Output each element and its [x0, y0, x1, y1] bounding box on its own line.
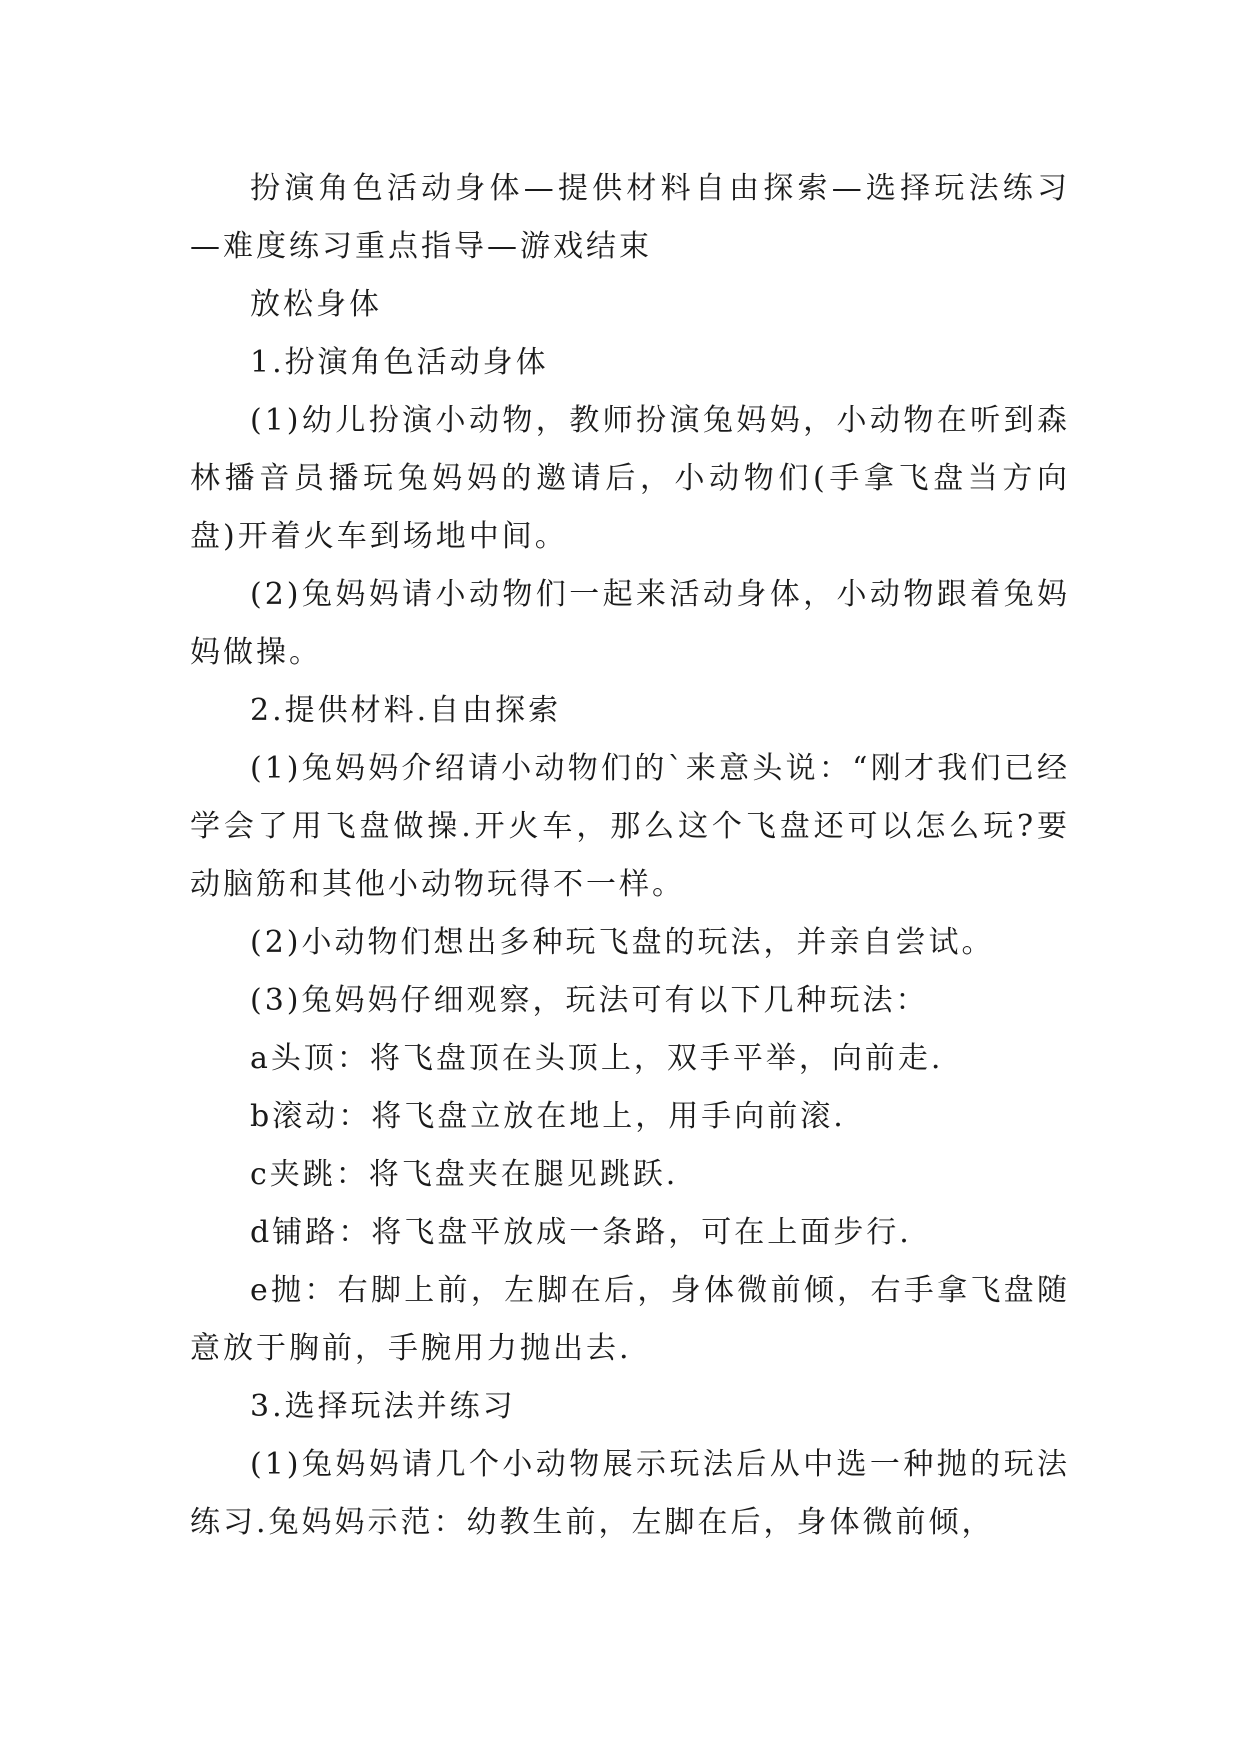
heading-step-1: 1.扮演角色活动身体	[250, 345, 549, 380]
paragraph-step-1-1: (1)幼儿扮演小动物，教师扮演兔妈妈，小动物在听到森林播音员播玩兔妈妈的邀请后，小动物们(手拿飞盘当方向盘)开着火车到场地中间。	[190, 403, 1070, 554]
heading-step-2: 2.提供材料.自由探索	[250, 693, 562, 728]
paragraph-step-3-1: (1)兔妈妈请几个小动物展示玩法后从中选一种抛的玩法练习.兔妈妈示范：幼教生前，左脚在后，身体微前倾，	[190, 1447, 1070, 1540]
paragraph-step-2-1: (1)兔妈妈介绍请小动物们的`来意头说：“刚才我们已经学会了用飞盘做操.开火车，那么这个飞盘还可以怎么玩?要动脑筋和其他小动物玩得不一样。	[190, 751, 1070, 902]
list-item-a: a头顶：将飞盘顶在头顶上，双手平举，向前走.	[250, 1041, 944, 1076]
list-item-c: c夹跳：将飞盘夹在腿见跳跃.	[250, 1157, 679, 1192]
paragraph-relax: 放松身体	[250, 287, 382, 322]
list-item-e: e抛：右脚上前，左脚在后，身体微前倾，右手拿飞盘随意放于胸前，手腕用力抛出去.	[190, 1273, 1070, 1366]
paragraph-step-2-3: (3)兔妈妈仔细观察，玩法可有以下几种玩法：	[250, 983, 929, 1018]
list-item-d: d铺路：将飞盘平放成一条路，可在上面步行.	[250, 1215, 912, 1250]
paragraph-flow-summary: 扮演角色活动身体—提供材料自由探索—选择玩法练习—难度练习重点指导—游戏结束	[190, 171, 1070, 264]
paragraph-step-2-2: (2)小动物们想出多种玩飞盘的玩法，并亲自尝试。	[250, 925, 995, 960]
heading-step-3: 3.选择玩法并练习	[250, 1389, 516, 1424]
document-body	[190, 160, 1070, 1552]
paragraph-step-1-2: (2)兔妈妈请小动物们一起来活动身体，小动物跟着兔妈妈做操。	[190, 577, 1070, 670]
list-item-b: b滚动：将飞盘立放在地上，用手向前滚.	[250, 1099, 846, 1134]
